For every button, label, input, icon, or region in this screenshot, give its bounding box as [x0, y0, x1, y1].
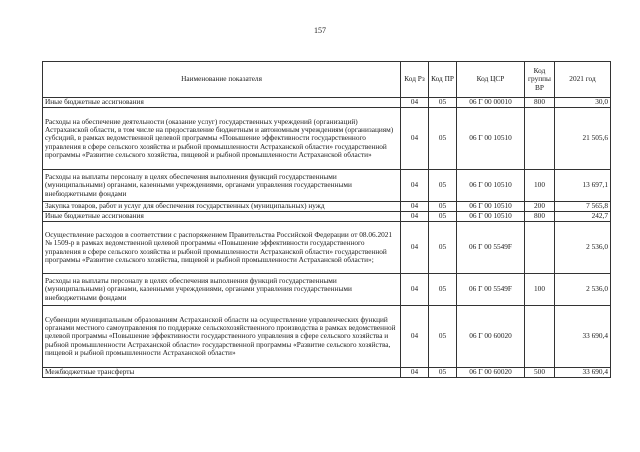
row-rz: 04 [401, 108, 429, 170]
row-csr: 06 Г 00 5549F [457, 274, 525, 306]
row-csr: 06 Г 00 10510 [457, 170, 525, 202]
row-vr: 100 [525, 170, 555, 202]
row-name: Расходы на выплаты персоналу в целях обеспечения выполнения функций государственными (муниципальными) органами, казенными учреждениями, органами управления государственными внебюджетными фондами [43, 274, 401, 306]
table-row [43, 98, 611, 108]
row-rz: 04 [401, 170, 429, 202]
row-pr: 05 [429, 202, 457, 212]
table-row [43, 212, 611, 222]
row-rz: 04 [401, 274, 429, 306]
row-sum: 13 697,1 [555, 170, 611, 202]
row-rz: 04 [401, 306, 429, 368]
row-csr: 06 Г 00 60020 [457, 368, 525, 378]
table-row [43, 274, 611, 306]
table-row [43, 306, 611, 368]
row-csr: 06 Г 00 10510 [457, 108, 525, 170]
row-csr: 06 Г 00 00010 [457, 98, 525, 108]
row-sum: 2 536,0 [555, 222, 611, 274]
row-vr: 500 [525, 368, 555, 378]
budget-table [42, 61, 611, 378]
header-year: 2021 год [555, 62, 611, 98]
row-name: Расходы на обеспечение деятельности (оказание услуг) государственных учреждений (организаций) Астраханской области, в том числе на предоставление бюджетным и автономным учреждениям (организациям) субсидий, в рамках ведомственной целевой программы «Повышение эффективности государственного управления в сфере сельского хозяйства и рыбной промышленности Астраханской области» государственной программы «Развитие сельского хозяйства, пищевой и рыбной промышленности Астраханской области» [43, 108, 401, 170]
table-row [43, 368, 611, 378]
row-name: Субвенции муниципальным образованиям Астраханской области на осуществление управленческих функций органами местного самоуправления по поддержке сельскохозяйственного производства в рамках ведомственной целевой программы «Повышение эффективности государственного управления в сфере сельского хозяйства и рыбной промышленности Астраханской области» государственной программы «Развитие сельского хозяйства, пищевой и рыбной промышленности Астраханской области» [43, 306, 401, 368]
row-sum: 21 505,6 [555, 108, 611, 170]
header-name: Наименование показателя [43, 62, 401, 98]
table-row [43, 222, 611, 274]
page-number: 157 [314, 26, 326, 35]
row-csr: 06 Г 00 5549F [457, 222, 525, 274]
row-rz: 04 [401, 98, 429, 108]
row-vr [525, 306, 555, 368]
row-name: Иные бюджетные ассигнования [43, 98, 401, 108]
row-vr [525, 108, 555, 170]
row-csr: 06 Г 00 10510 [457, 212, 525, 222]
row-pr: 05 [429, 306, 457, 368]
row-pr: 05 [429, 368, 457, 378]
row-name: Закупка товаров, работ и услуг для обеспечения государственных (муниципальных) нужд [43, 202, 401, 212]
row-vr: 800 [525, 98, 555, 108]
row-sum: 242,7 [555, 212, 611, 222]
row-sum: 33 690,4 [555, 306, 611, 368]
row-pr: 05 [429, 222, 457, 274]
header-vr: Код группы ВР [525, 62, 555, 98]
row-vr: 800 [525, 212, 555, 222]
row-sum: 33 690,4 [555, 368, 611, 378]
row-csr: 06 Г 00 10510 [457, 202, 525, 212]
header-pr: Код ПР [429, 62, 457, 98]
table-row [43, 202, 611, 212]
row-csr: 06 Г 00 60020 [457, 306, 525, 368]
table-row [43, 170, 611, 202]
row-sum: 7 565,8 [555, 202, 611, 212]
table-row [43, 108, 611, 170]
row-pr: 05 [429, 212, 457, 222]
row-sum: 2 536,0 [555, 274, 611, 306]
row-name: Расходы на выплаты персоналу в целях обеспечения выполнения функций государственными (муниципальными) органами, казенными учреждениями, органами управления государственными внебюджетными фондами [43, 170, 401, 202]
row-vr: 100 [525, 274, 555, 306]
row-rz: 04 [401, 222, 429, 274]
row-pr: 05 [429, 274, 457, 306]
row-name: Осуществление расходов в соответствии с распоряжением Правительства Российской Федерации от 08.06.2021 № 1509-р в рамках ведомственной целевой программы «Повышение эффективности государственного управления в сфере сельского хозяйства и рыбной промышленности Астраханской области» государственной программы «Развитие сельского хозяйства, пищевой и рыбной промышленности Астраханской области»; [43, 222, 401, 274]
header-rz: Код Рз [401, 62, 429, 98]
row-rz: 04 [401, 202, 429, 212]
row-pr: 05 [429, 170, 457, 202]
row-pr: 05 [429, 98, 457, 108]
row-vr: 200 [525, 202, 555, 212]
row-rz: 04 [401, 212, 429, 222]
row-name: Межбюджетные трансферты [43, 368, 401, 378]
table-header-row [43, 62, 611, 98]
header-csr: Код ЦСР [457, 62, 525, 98]
row-rz: 04 [401, 368, 429, 378]
row-pr: 05 [429, 108, 457, 170]
row-sum: 30,0 [555, 98, 611, 108]
row-vr [525, 222, 555, 274]
row-name: Иные бюджетные ассигнования [43, 212, 401, 222]
